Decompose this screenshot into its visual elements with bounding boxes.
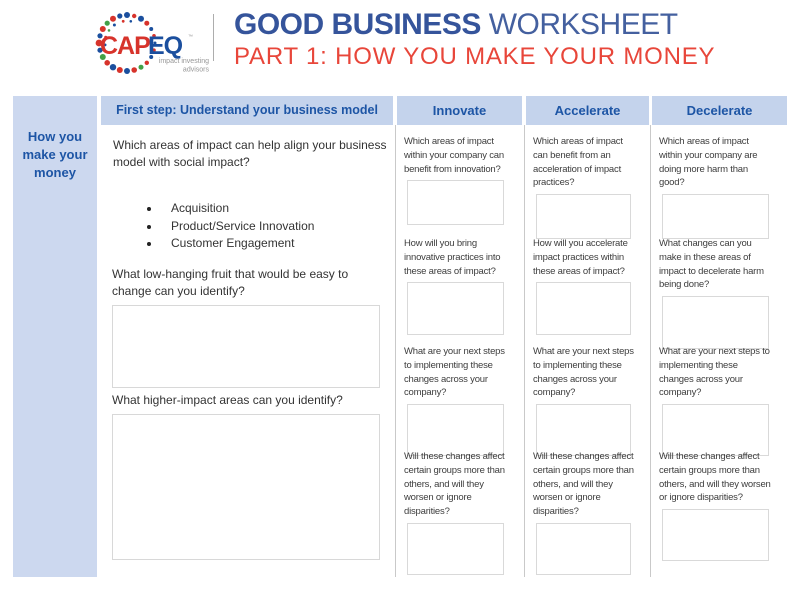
header-titles xyxy=(234,9,715,70)
answer-box-accelerate-q3[interactable] xyxy=(536,404,631,456)
column-innovate-body xyxy=(397,125,522,577)
question-text: What changes can you make in these areas of impact to decelerate harm being done? xyxy=(659,238,764,291)
question-align-business-model: Which areas of impact can help align your business model with social impact? xyxy=(113,138,387,169)
answer-box-innovate-q1[interactable] xyxy=(407,180,504,225)
logo-tagline-line1: impact investing xyxy=(158,58,209,65)
page-title-bold: GOOD BUSINESS xyxy=(234,8,481,41)
answer-box-innovate-q2[interactable] xyxy=(407,282,504,335)
list-item xyxy=(147,235,314,253)
column-first-step-body xyxy=(101,125,393,577)
logo-text-eq: EQ xyxy=(148,32,183,60)
question-text: Will these changes affect certain groups more than others, and will they worsen or ignore disparities? xyxy=(404,451,505,518)
column-header-innovate: Innovate xyxy=(397,96,522,125)
answer-box-innovate-q3[interactable] xyxy=(407,404,504,456)
bullet-label: Customer Engagement xyxy=(171,236,295,250)
column-accelerate xyxy=(526,96,649,577)
capeq-logo xyxy=(89,7,213,81)
column-divider xyxy=(524,125,525,577)
column-accelerate-body xyxy=(526,125,649,577)
section-decelerate-q2 xyxy=(659,237,782,349)
question-text: Will these changes affect certain groups more than others, and will they worsen or ignore disparities? xyxy=(533,451,634,518)
page-title-light: WORKSHEET xyxy=(480,8,678,41)
list-item xyxy=(147,200,314,218)
section-accelerate-q1 xyxy=(533,135,644,239)
column-divider xyxy=(650,125,651,577)
logo-text-cap: CAP xyxy=(100,32,150,60)
column-header-decelerate: Decelerate xyxy=(652,96,787,125)
question-text: Will these changes affect certain groups more than others, and will they worsen or ignore disparities? xyxy=(659,451,771,504)
question-higher-impact: What higher-impact areas can you identify? xyxy=(112,393,343,407)
section-accelerate-q4 xyxy=(533,450,644,575)
question-text: How will you bring innovative practices into these areas of impact? xyxy=(404,238,501,277)
page-title xyxy=(234,9,715,41)
question-text: Which areas of impact within your company can benefit from innovation? xyxy=(404,136,504,175)
column-first-step xyxy=(101,96,393,577)
answer-box-decelerate-q2[interactable] xyxy=(662,296,769,349)
column-header-first-step: First step: Understand your business model xyxy=(101,96,393,125)
answer-box-decelerate-q4[interactable] xyxy=(662,509,769,561)
section-innovate-q1 xyxy=(404,135,517,225)
bullet-label: Product/Service Innovation xyxy=(171,218,315,233)
question-text: What are your next steps to implementing these changes across your company? xyxy=(404,346,505,399)
section-accelerate-q2 xyxy=(533,237,644,335)
row-label-cell xyxy=(13,96,97,577)
impact-areas-bullet-list xyxy=(147,200,314,253)
question-text: How will you accelerate impact practices within these areas of impact? xyxy=(533,238,628,277)
question-text: Which areas of impact can benefit from an acceleration of impact practices? xyxy=(533,136,623,189)
answer-box-low-hanging-fruit[interactable] xyxy=(112,305,380,388)
column-divider xyxy=(395,125,396,577)
answer-box-higher-impact[interactable] xyxy=(112,414,380,560)
answer-box-decelerate-q1[interactable] xyxy=(662,194,769,239)
header-divider xyxy=(213,14,214,61)
section-innovate-q3 xyxy=(404,345,517,456)
question-text: What are your next steps to implementing these changes across your company? xyxy=(659,346,770,399)
section-decelerate-q1 xyxy=(659,135,782,239)
question-text: Which areas of impact within your company are doing more harm than good? xyxy=(659,136,758,189)
column-decelerate-body xyxy=(652,125,787,577)
question-text: What are your next steps to implementing these changes across your company? xyxy=(533,346,634,399)
logo-tagline-line2: advisors xyxy=(182,66,209,74)
bullet-icon xyxy=(147,242,151,246)
column-innovate xyxy=(397,96,522,577)
question-low-hanging-fruit: What low-hanging fruit that would be easy to change can you identify? xyxy=(112,267,349,298)
row-label: How you make your money xyxy=(22,129,88,180)
page-subtitle: PART 1: HOW YOU MAKE YOUR MONEY xyxy=(234,43,716,70)
section-decelerate-q4 xyxy=(659,450,782,561)
section-accelerate-q3 xyxy=(533,345,644,456)
bullet-icon xyxy=(147,207,151,211)
answer-box-decelerate-q3[interactable] xyxy=(662,404,769,456)
section-innovate-q4 xyxy=(404,450,517,575)
column-decelerate xyxy=(652,96,787,577)
answer-box-accelerate-q4[interactable] xyxy=(536,523,631,575)
section-innovate-q2 xyxy=(404,237,517,335)
list-item xyxy=(147,218,314,236)
section-higher-impact xyxy=(112,392,388,560)
answer-box-accelerate-q2[interactable] xyxy=(536,282,631,335)
bullet-label: Acquisition xyxy=(171,201,230,215)
logo-trademark: ™ xyxy=(188,34,193,40)
column-header-accelerate: Accelerate xyxy=(526,96,649,125)
section-low-hanging-fruit xyxy=(112,266,388,388)
bullet-icon xyxy=(147,225,151,229)
answer-box-innovate-q4[interactable] xyxy=(407,523,504,575)
section-decelerate-q3 xyxy=(659,345,782,456)
answer-box-accelerate-q1[interactable] xyxy=(536,194,631,239)
